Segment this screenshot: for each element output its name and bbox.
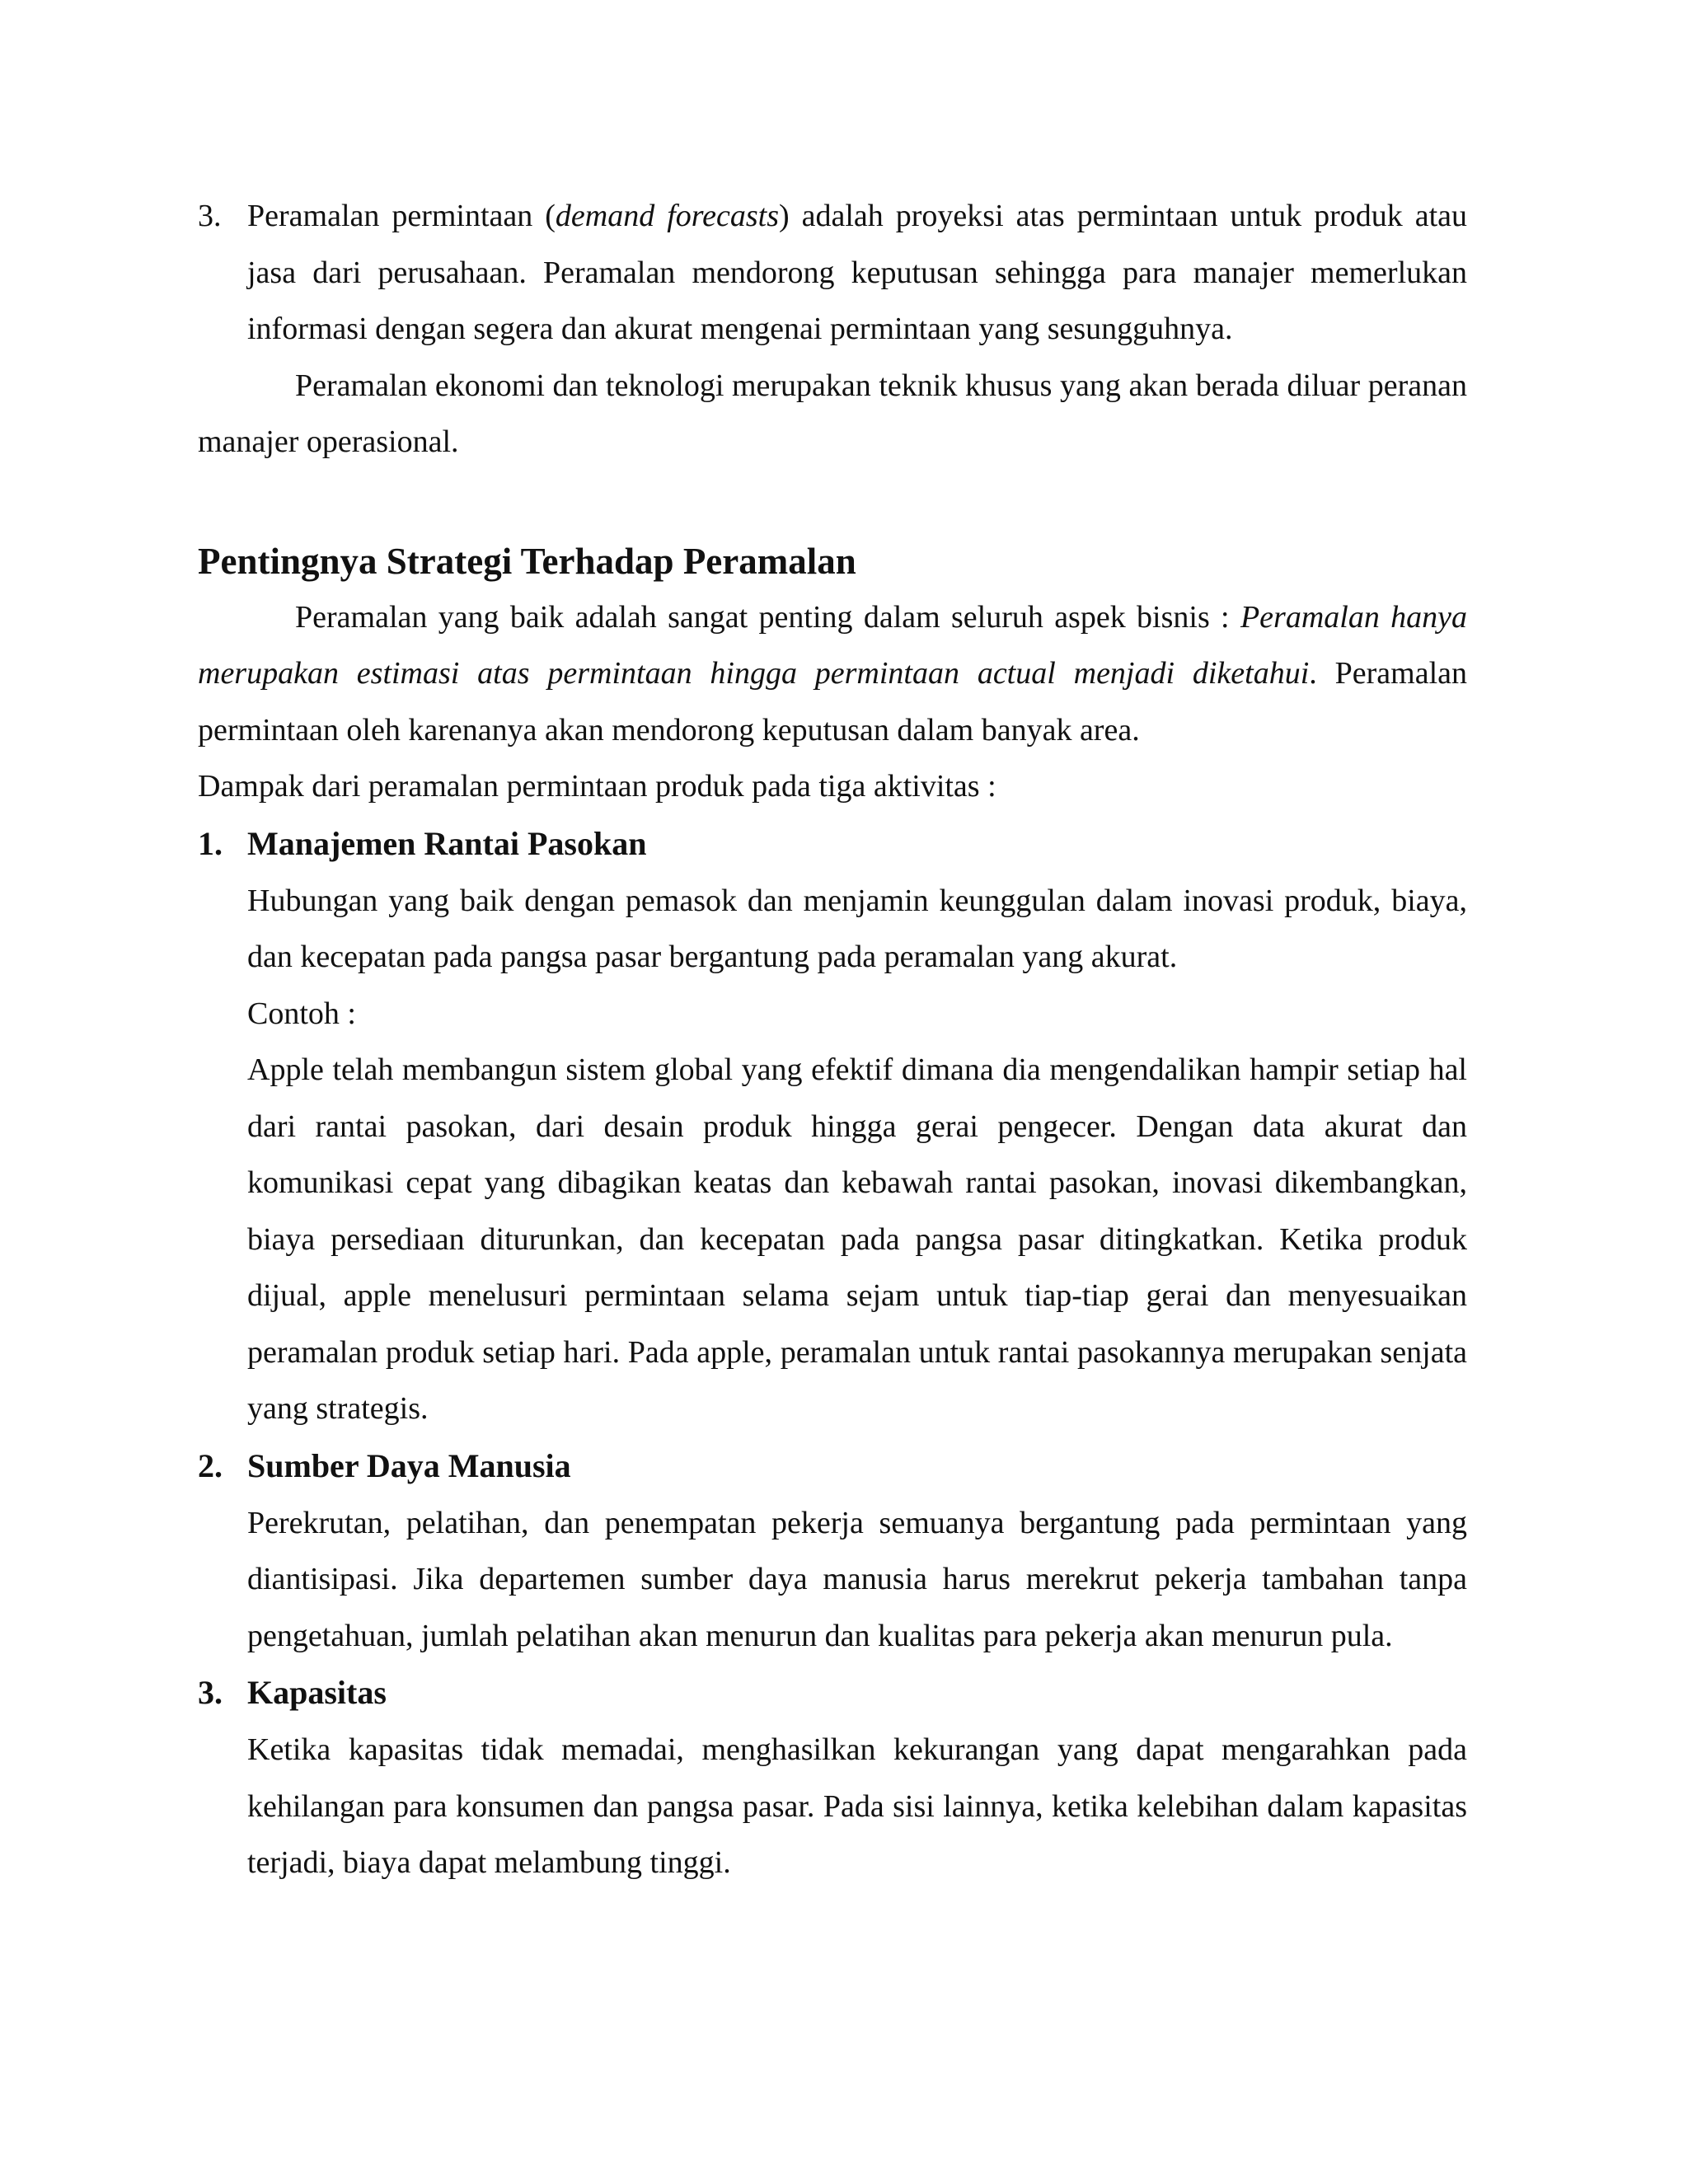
page-content: [198, 188, 1467, 1891]
subsection-paragraph: Apple telah membangun sistem global yang efektif dimana dia mengendalikan hampir setiap hal dari rantai pasokan, dari desain produk hingga gerai pengecer. Dengan data akurat dan komunikasi cepat yang dibagikan keatas dan kebawah rantai pasokan, inovasi dikembangkan, biaya persediaan diturunkan, dan kecepatan pada pangsa pasar ditingkatkan. Ketika produk dijual, apple menelusuri permintaan selama sejam untuk tiap-tiap gerai dan menyesuaikan peramalan produk setiap hari. Pada apple, peramalan untuk rantai pasokannya merupakan senjata yang strategis.: [247, 1052, 1467, 1426]
subsection-title: Manajemen Rantai Pasokan: [247, 824, 647, 862]
subsection-body: [198, 1722, 1467, 1891]
section-intro: [198, 589, 1467, 759]
subsection-body: [198, 1495, 1467, 1665]
text-segment: ) adalah proyeksi atas permintaan untuk produk atau jasa dari perusahaan. Peramalan mendorong keputusan sehingga para manajer memerlukan informasi dengan segera dan akurat mengenai permintaan yang sesungguhnya.: [247, 199, 1467, 346]
text-segment: Peramalan yang baik adalah sangat penting dalam seluruh aspek bisnis :: [295, 599, 1240, 635]
subsection-number: 2.: [198, 1446, 223, 1484]
subsection-body: [198, 873, 1467, 1437]
example-label: Contoh :: [247, 996, 356, 1031]
text-segment: Peramalan permintaan (: [247, 199, 556, 233]
subsection-sdm: [198, 1437, 1467, 1665]
list-item-text: [247, 188, 1467, 358]
subsection-kapasitas: [198, 1664, 1467, 1891]
subsection-heading: [198, 1664, 1467, 1722]
subsection-paragraph: Ketika kapasitas tidak memadai, menghasilkan kekurangan yang dapat mengarahkan pada kehilangan para konsumen dan pangsa pasar. Pada sisi lainnya, ketika kelebihan dalam kapasitas terjadi, biaya dapat melambung tinggi.: [247, 1732, 1467, 1880]
subsection-paragraph: Hubungan yang baik dengan pemasok dan menjamin keunggulan dalam inovasi produk, biaya, dan kecepatan pada pangsa pasar bergantung pada peramalan yang akurat.: [247, 883, 1467, 974]
subsection-paragraph: Perekrutan, pelatihan, dan penempatan pekerja semuanya bergantung pada permintaan yang diantisipasi. Jika departemen sumber daya manusia harus merekrut pekerja tambahan tanpa pengetahuan, jumlah pelatihan akan menurun dan kualitas para pekerja akan menurun pula.: [247, 1505, 1467, 1653]
subsection-heading: [198, 815, 1467, 873]
list-item-demand-forecasts: [198, 188, 1467, 358]
paragraph-ekonomi: Peramalan ekonomi dan teknologi merupakan teknik khusus yang akan berada diluar peranan manajer operasional.: [198, 368, 1467, 459]
subsection-heading: [198, 1437, 1467, 1495]
italic-term: demand forecasts: [555, 199, 779, 233]
impact-line: Dampak dari peramalan permintaan produk pada tiga aktivitas :: [198, 769, 996, 804]
section-title: Pentingnya Strategi Terhadap Peramalan: [198, 540, 856, 582]
subsection-title: Sumber Daya Manusia: [247, 1446, 571, 1484]
list-item-number: 3.: [198, 199, 222, 233]
text-segment: . Peramalan permintaan oleh karenanya akan mendorong keputusan dalam banyak area.: [198, 656, 1467, 748]
italic-statement: Peramalan hanya merupakan estimasi atas permintaan hingga permintaan actual menjadi diketahui: [198, 599, 1468, 691]
subsection-number: 3.: [198, 1674, 223, 1711]
subsection-title: Kapasitas: [247, 1674, 387, 1711]
subsection-number: 1.: [198, 824, 223, 862]
subsection-rantai-pasokan: [198, 815, 1467, 1437]
